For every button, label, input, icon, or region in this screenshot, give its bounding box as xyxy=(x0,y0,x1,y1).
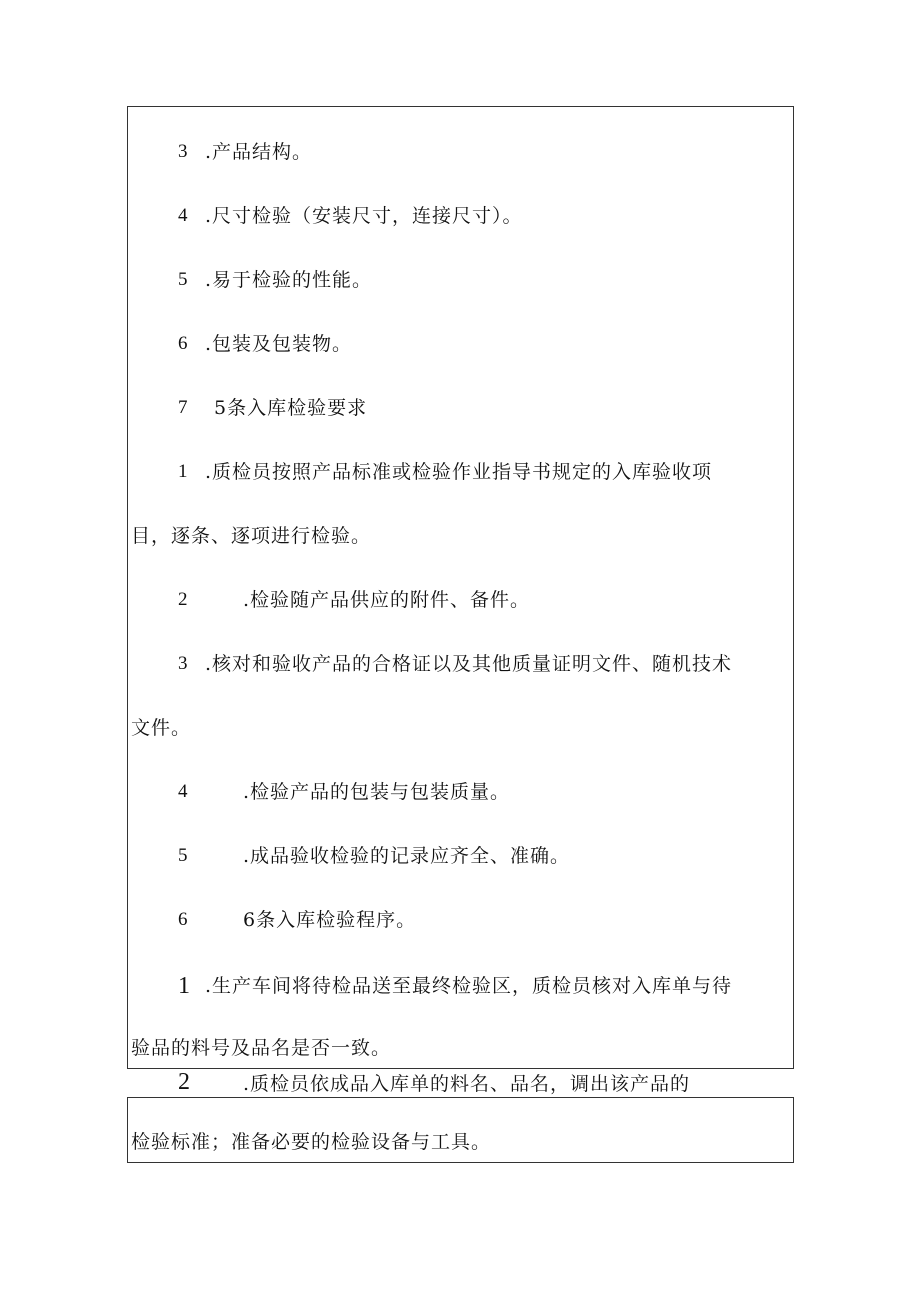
item-number: 2 xyxy=(178,589,188,610)
item-number: 2 xyxy=(178,1069,190,1095)
item-number: 4 xyxy=(178,781,188,802)
item-text: .质检员按照产品标准或检验作业指导书规定的入库验收项 xyxy=(205,461,713,483)
item-text-continued: 文件。 xyxy=(131,717,192,739)
item-text: .核对和验收产品的合格证以及其他质量证明文件、随机技术 xyxy=(205,653,733,675)
item-text: .检验产品的包装与包装质量。 xyxy=(243,781,511,803)
item-text-continued: 目，逐条、逐项进行检验。 xyxy=(131,525,372,547)
section-heading: 6条入库检验程序。 xyxy=(243,909,417,931)
item-text: .检验随产品供应的附件、备件。 xyxy=(243,589,531,611)
item-number: 1 xyxy=(178,461,188,482)
item-text: .生产车间将待检品送至最终检验区，质检员核对入库单与待 xyxy=(205,975,733,997)
item-number: 1 xyxy=(178,973,190,999)
item-number: 6 xyxy=(178,333,188,354)
section-number: 7 xyxy=(178,397,188,418)
item-number: 4 xyxy=(178,205,188,226)
item-number: 5 xyxy=(178,269,188,290)
item-text: .产品结构。 xyxy=(205,141,313,163)
item-text: .包装及包装物。 xyxy=(205,333,353,355)
section-heading: 5条入库检验要求 xyxy=(214,397,368,419)
item-number: 3 xyxy=(178,141,188,162)
item-text: .成品验收检验的记录应齐全、准确。 xyxy=(243,845,571,867)
item-text: .尺寸检验（安装尺寸，连接尺寸）。 xyxy=(205,205,523,227)
item-number: 5 xyxy=(178,845,188,866)
item-number: 3 xyxy=(178,653,188,674)
item-text: .质检员依成品入库单的料名、品名，调出该产品的 xyxy=(243,1073,691,1095)
item-text-continued: 检验标准；准备必要的检验设备与工具。 xyxy=(131,1131,492,1153)
item-text-continued: 验品的料号及品名是否一致。 xyxy=(131,1037,392,1059)
section-number: 6 xyxy=(178,909,188,930)
item-text: .易于检验的性能。 xyxy=(205,269,373,291)
